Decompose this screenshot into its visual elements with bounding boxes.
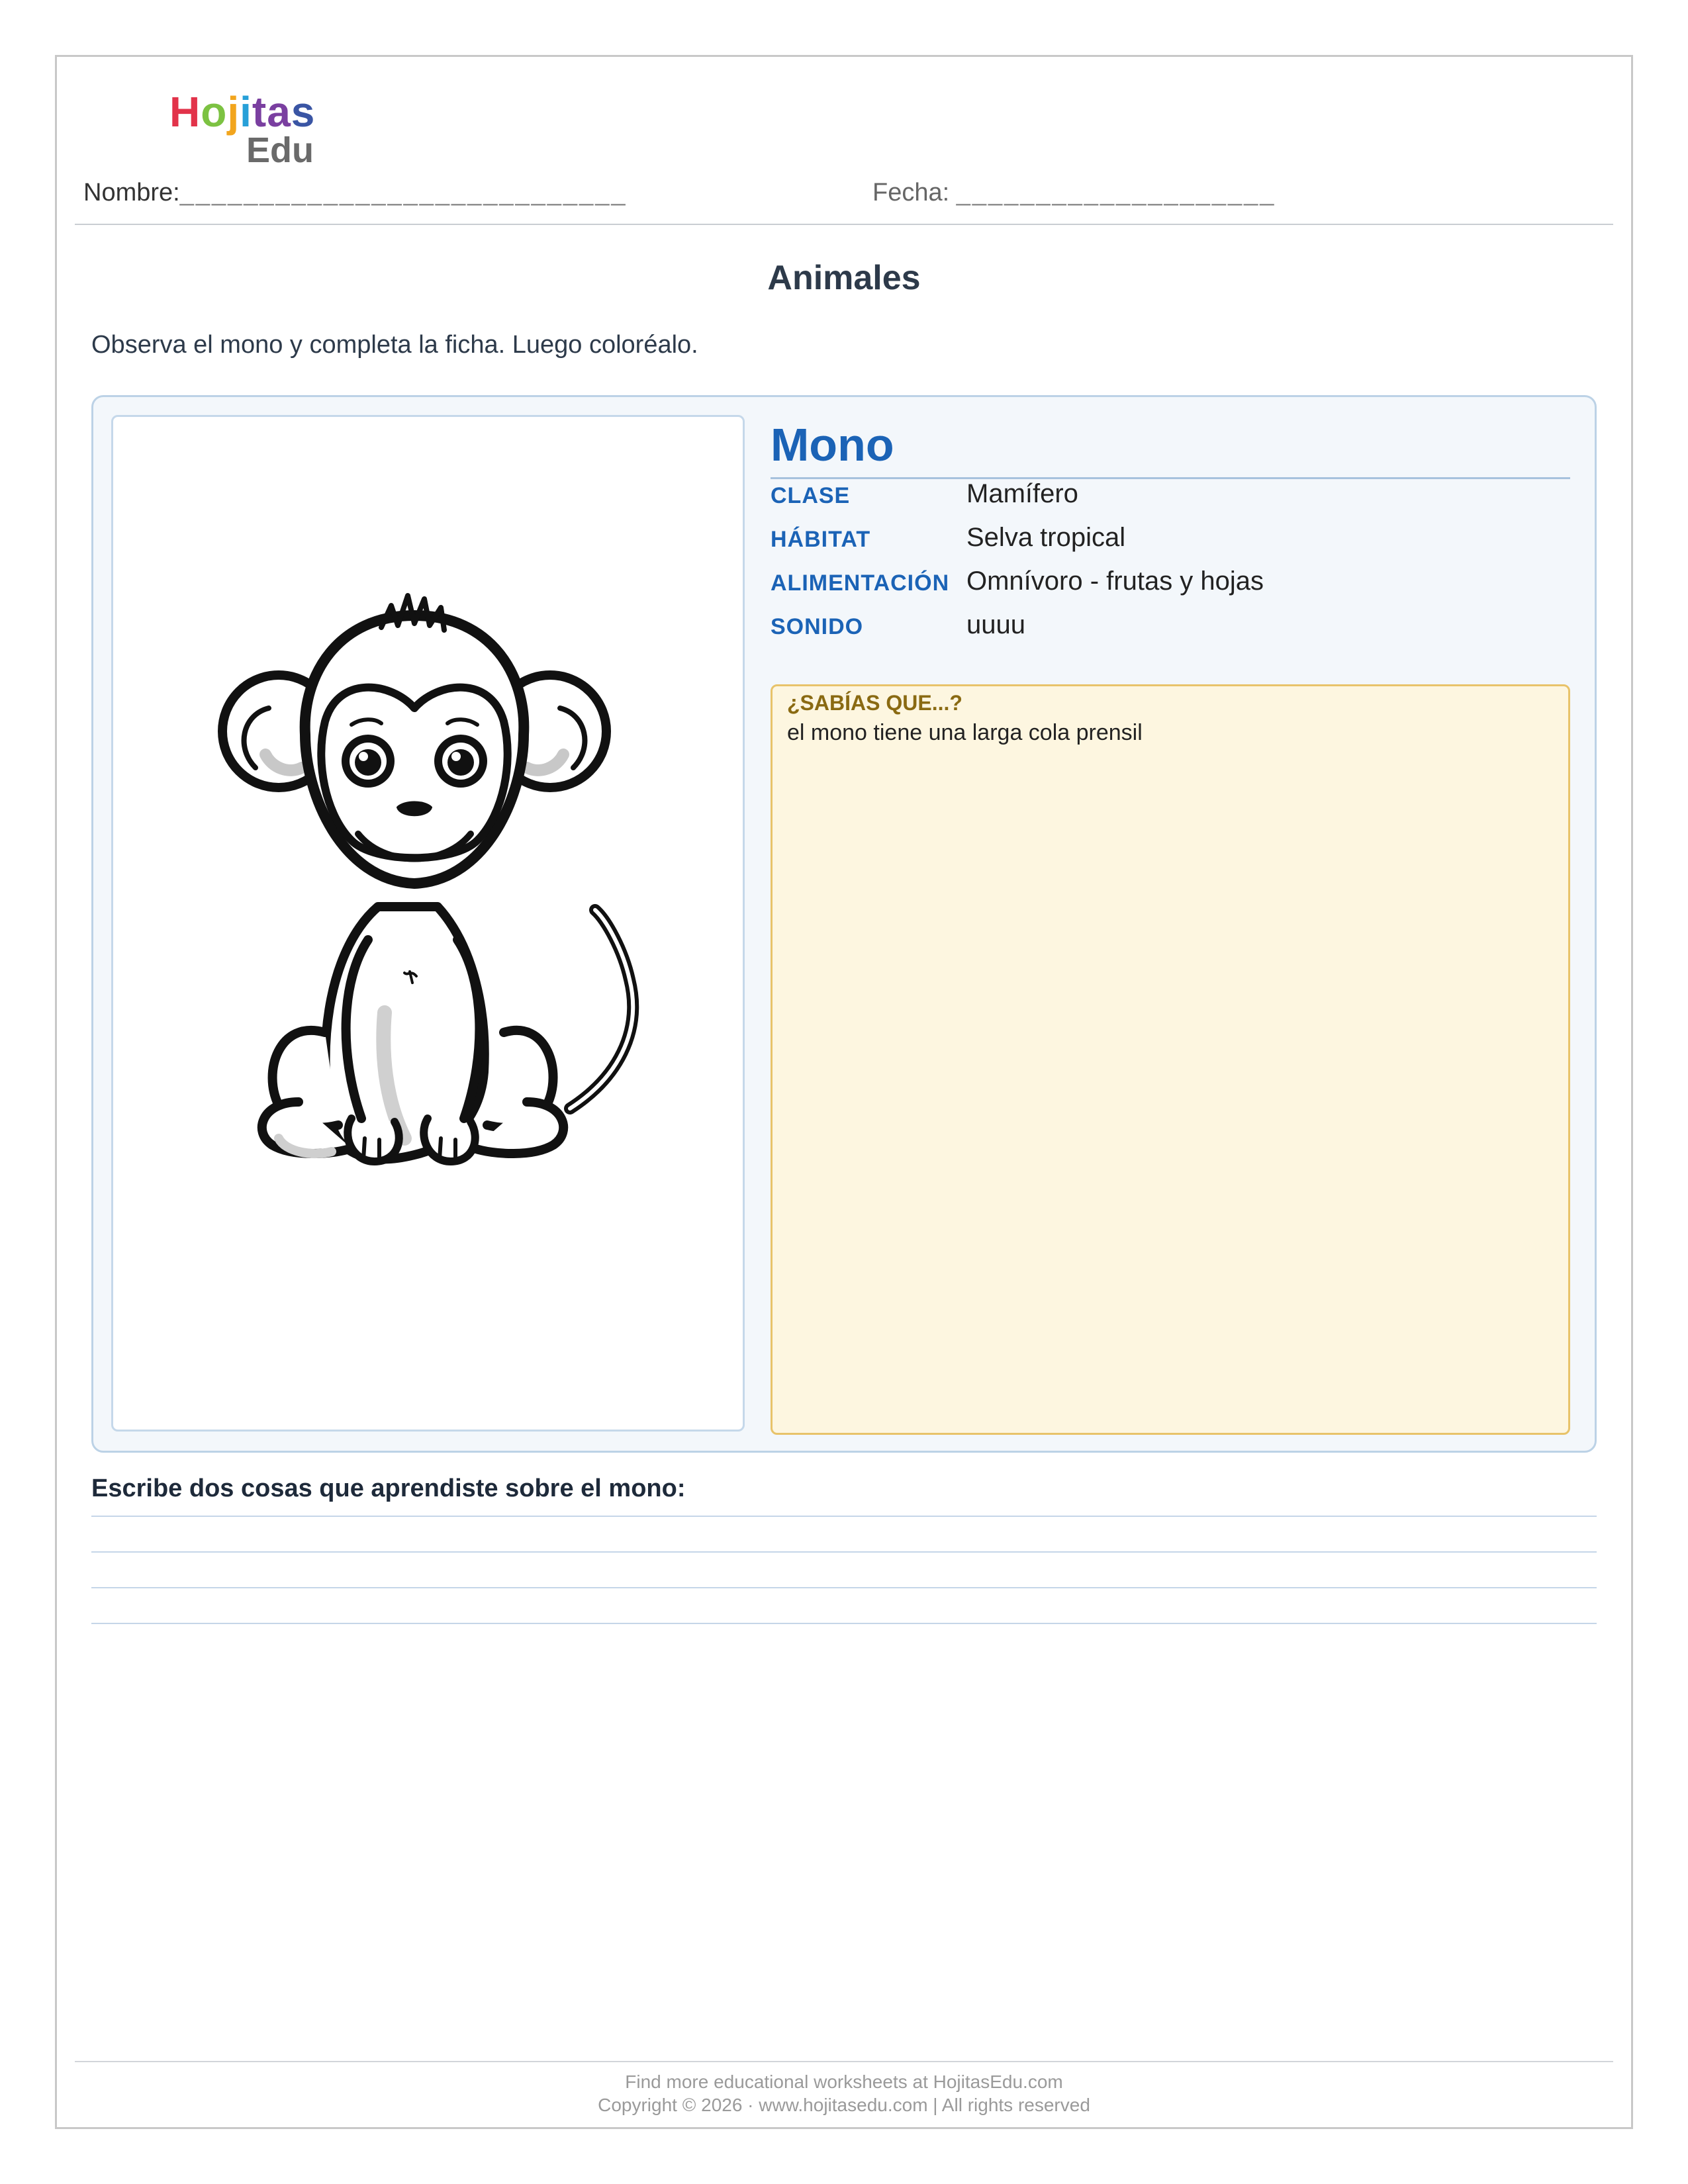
hojitas-edu-logo (169, 88, 328, 174)
fact-row-alimentacion (771, 567, 1565, 606)
footer-copyright: Copyright © 2026 · www.hojitasedu.com | All rights reserved (598, 2095, 1090, 2115)
fact-label: ALIMENTACIÓN (771, 570, 950, 596)
did-you-know-box (771, 684, 1570, 1435)
fact-row-clase (771, 479, 1565, 519)
did-you-know-text: el mono tiene una larga cola prensil (787, 720, 1143, 745)
name-blank[interactable]: ____________________________ (179, 179, 628, 206)
fact-value: uuuu (966, 610, 1025, 639)
monkey-image-frame[interactable] (111, 415, 745, 1432)
writing-line[interactable] (91, 1516, 1597, 1517)
fact-label: HÁBITAT (771, 527, 871, 552)
animal-name: Mono (771, 419, 894, 471)
fact-row-sonido (771, 610, 1565, 650)
footer-promo: Find more educational worksheets at HojitasEdu.com (625, 2071, 1063, 2092)
name-field[interactable] (83, 179, 627, 207)
date-label: Fecha: (872, 179, 950, 206)
writing-prompt: Escribe dos cosas que aprendiste sobre el mono: (91, 1475, 686, 1502)
date-blank[interactable]: ____________________ (956, 179, 1276, 206)
worksheet-instructions: Observa el mono y completa la ficha. Luego coloréalo. (91, 331, 698, 359)
monkey-icon[interactable] (113, 417, 743, 1430)
fact-label: CLASE (771, 483, 851, 508)
date-field[interactable] (872, 179, 1276, 207)
footer-divider (75, 2061, 1613, 2062)
fact-row-habitat (771, 523, 1565, 563)
fact-value: Mamífero (966, 479, 1078, 508)
worksheet-title: Animales (767, 259, 921, 297)
fact-value: Omnívoro - frutas y hojas (966, 567, 1264, 596)
writing-line[interactable] (91, 1623, 1597, 1624)
header-divider (75, 224, 1613, 225)
fact-value: Selva tropical (966, 523, 1126, 552)
name-label: Nombre: (83, 179, 180, 206)
fact-label: SONIDO (771, 614, 864, 639)
logo-wordmark: Hojitas (169, 88, 316, 136)
writing-line[interactable] (91, 1551, 1597, 1553)
did-you-know-title: ¿SABÍAS QUE...? (787, 691, 962, 715)
logo-subtitle: Edu (246, 130, 314, 170)
writing-line[interactable] (91, 1587, 1597, 1588)
